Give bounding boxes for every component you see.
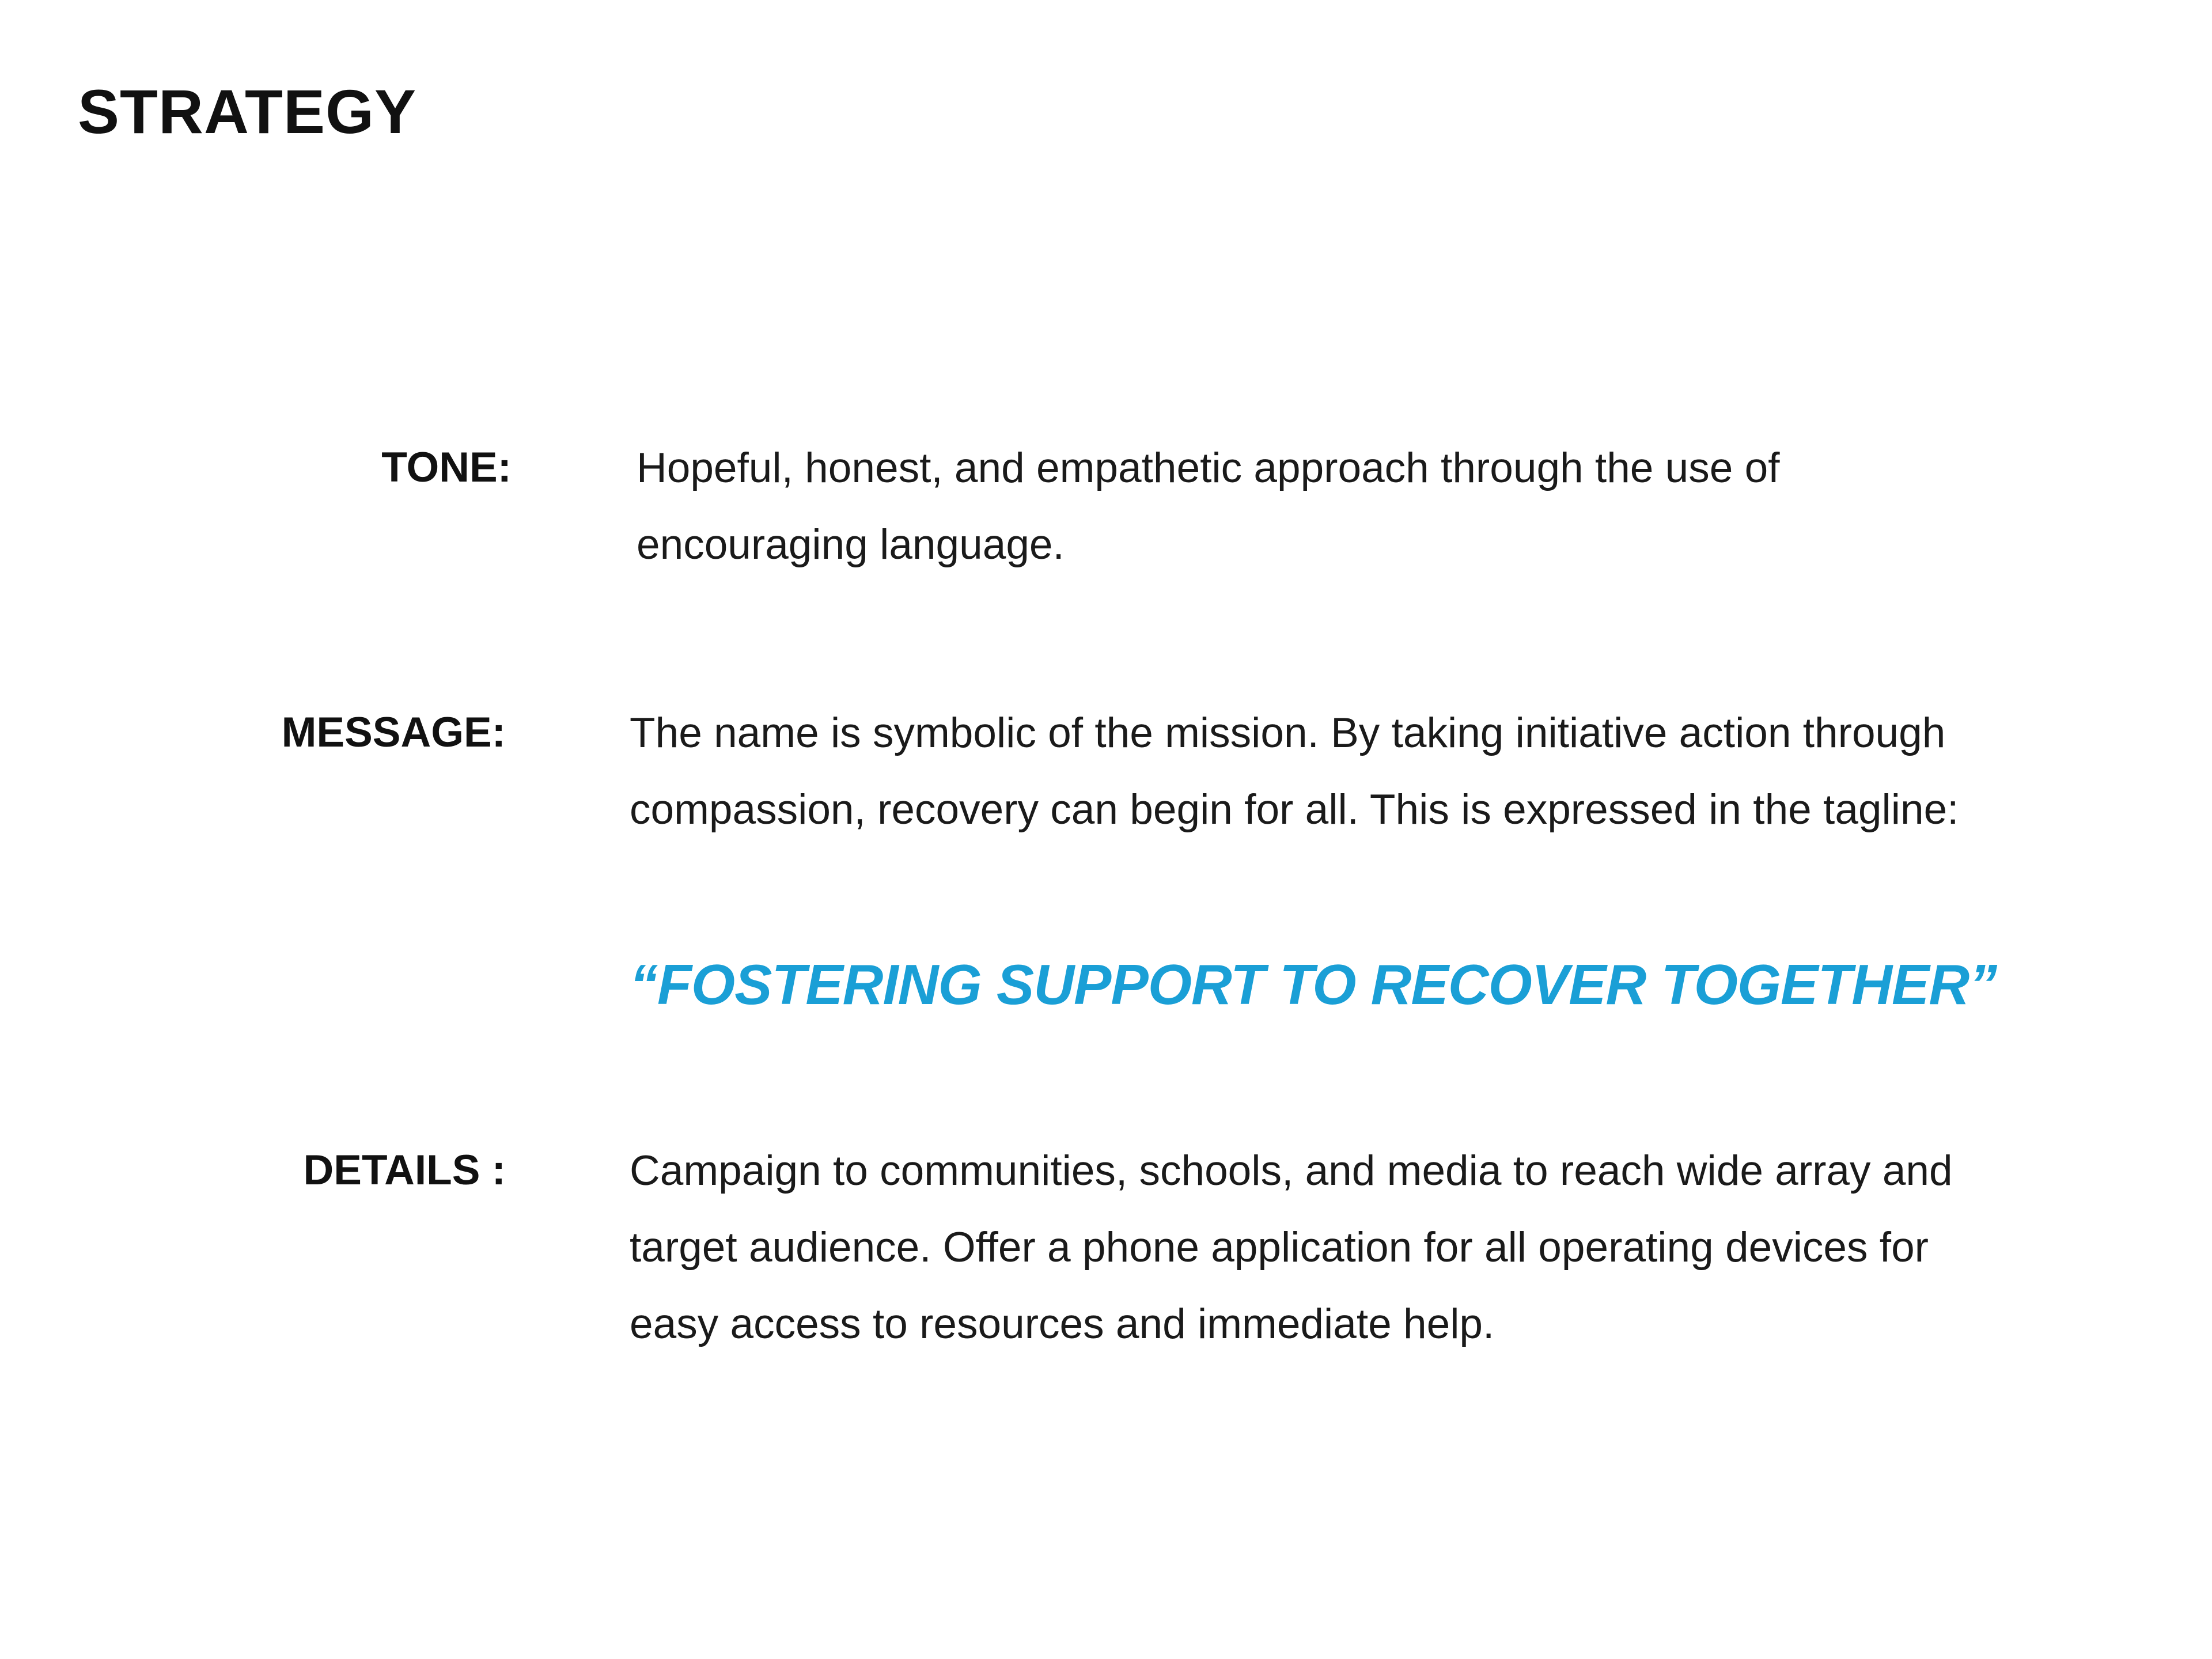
message-label: MESSAGE: (281, 709, 506, 756)
details-text-line: Campaign to communities, schools, and media to reach wide array and (630, 1147, 1953, 1194)
message-text-line: compassion, recovery can begin for all. This is expressed in the tagline: (630, 786, 1959, 833)
details-label: DETAILS : (303, 1147, 506, 1194)
tone-label: TONE: (381, 444, 512, 491)
message-text-line: The name is symbolic of the mission. By taking initiative action through (630, 710, 1946, 756)
details-text (630, 1132, 1953, 1362)
tone-text-line: encouraging language. (637, 521, 1065, 568)
message-text (630, 695, 1959, 848)
details-text-line: easy access to resources and immediate help. (630, 1301, 1495, 1347)
campaign-tagline: “FOSTERING SUPPORT TO RECOVER TOGETHER” (630, 953, 1997, 1016)
tone-text-line: Hopeful, honest, and empathetic approach through the use of (637, 445, 1780, 491)
details-text-line: target audience. Offer a phone application for all operating devices for (630, 1224, 1929, 1271)
tone-text (637, 430, 1780, 583)
page-title: STRATEGY (78, 77, 417, 146)
